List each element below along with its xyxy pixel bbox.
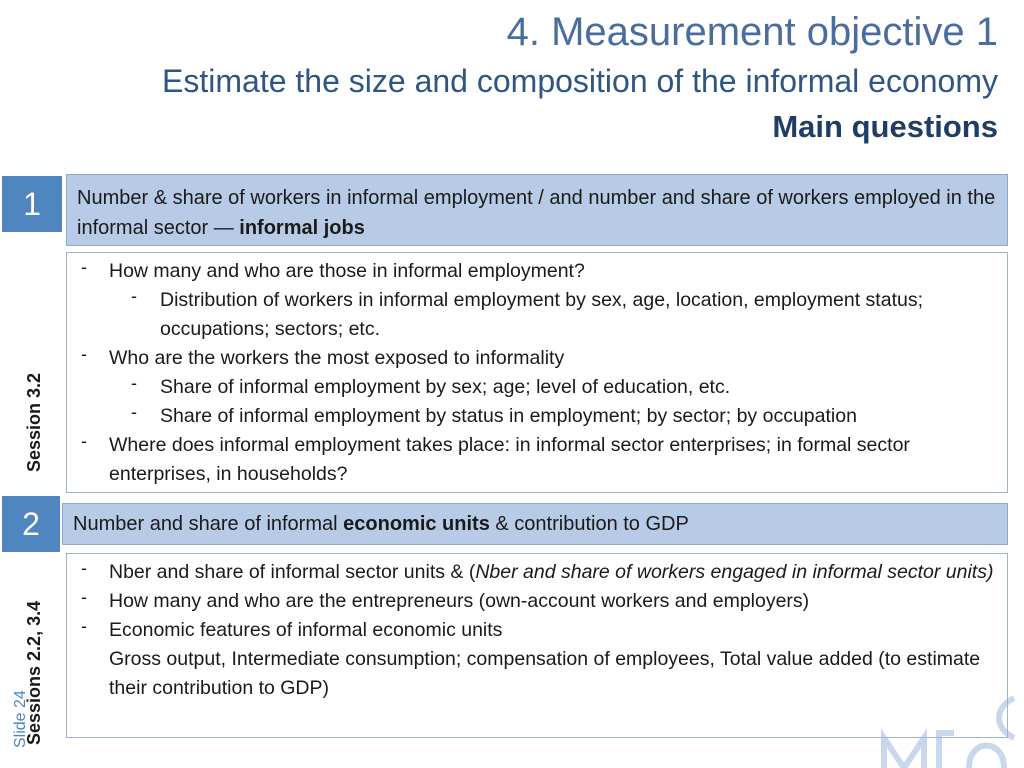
session-label-2: Sessions 2.2, 3.4 — [24, 600, 44, 745]
block-2-header-pre: Number and share of informal — [73, 513, 344, 535]
list-item: ‑ Share of informal employment by sex; age; level of education, etc. — [67, 373, 997, 402]
title-block — [162, 8, 998, 148]
list-item: ‑ Economic features of informal economic units Gross output, Intermediate consumption; compensation of employees, Total value added (to estimate their contribution to GDP) — [67, 616, 997, 703]
slide-subtitle: Estimate the size and composition of the informal economy — [162, 63, 998, 99]
block-1-question-list — [66, 252, 1008, 493]
block-1-header — [66, 174, 1008, 246]
list-item: ‑ Share of informal employment by status in employment; by sector; by occupation — [67, 402, 997, 431]
list-item: ‑ How many and who are those in informal employment? — [67, 257, 997, 286]
slide-title: 4. Measurement objective 1 — [506, 10, 998, 54]
block-2-question-list — [66, 553, 1008, 738]
slide-number: Slide 24 — [12, 690, 29, 748]
list-item: ‑ How many and who are the entrepreneurs (own-account workers and employers) — [67, 587, 997, 616]
session-label-1: Session 3.2 — [24, 372, 44, 472]
block-1-number: 1 — [2, 176, 62, 232]
block-1-header-text: Number & share of workers in informal employment / and number and share of workers employed in the informal sector — — [77, 187, 996, 239]
block-1-header-bold: informal jobs — [239, 217, 365, 239]
section-heading: Main questions — [772, 109, 998, 144]
logo-fragment-icon — [874, 678, 1024, 768]
list-item: ‑ Where does informal employment takes place: in informal sector enterprises; in formal sector enterprises, in households? — [67, 431, 997, 489]
block-2-header-bold: economic units — [343, 513, 490, 535]
block-2-header — [62, 503, 1008, 545]
list-item: ‑ Who are the workers the most exposed to informality — [67, 344, 997, 373]
list-item: ‑ Nber and share of informal sector units & (Nber and share of workers engaged in informal sector units) — [67, 558, 997, 587]
block-2-header-post: & contribution to GDP — [489, 513, 689, 535]
block-2-number: 2 — [2, 496, 60, 552]
list-item: ‑ Distribution of workers in informal employment by sex, age, location, employment status; occupations; sectors; etc. — [67, 286, 997, 344]
